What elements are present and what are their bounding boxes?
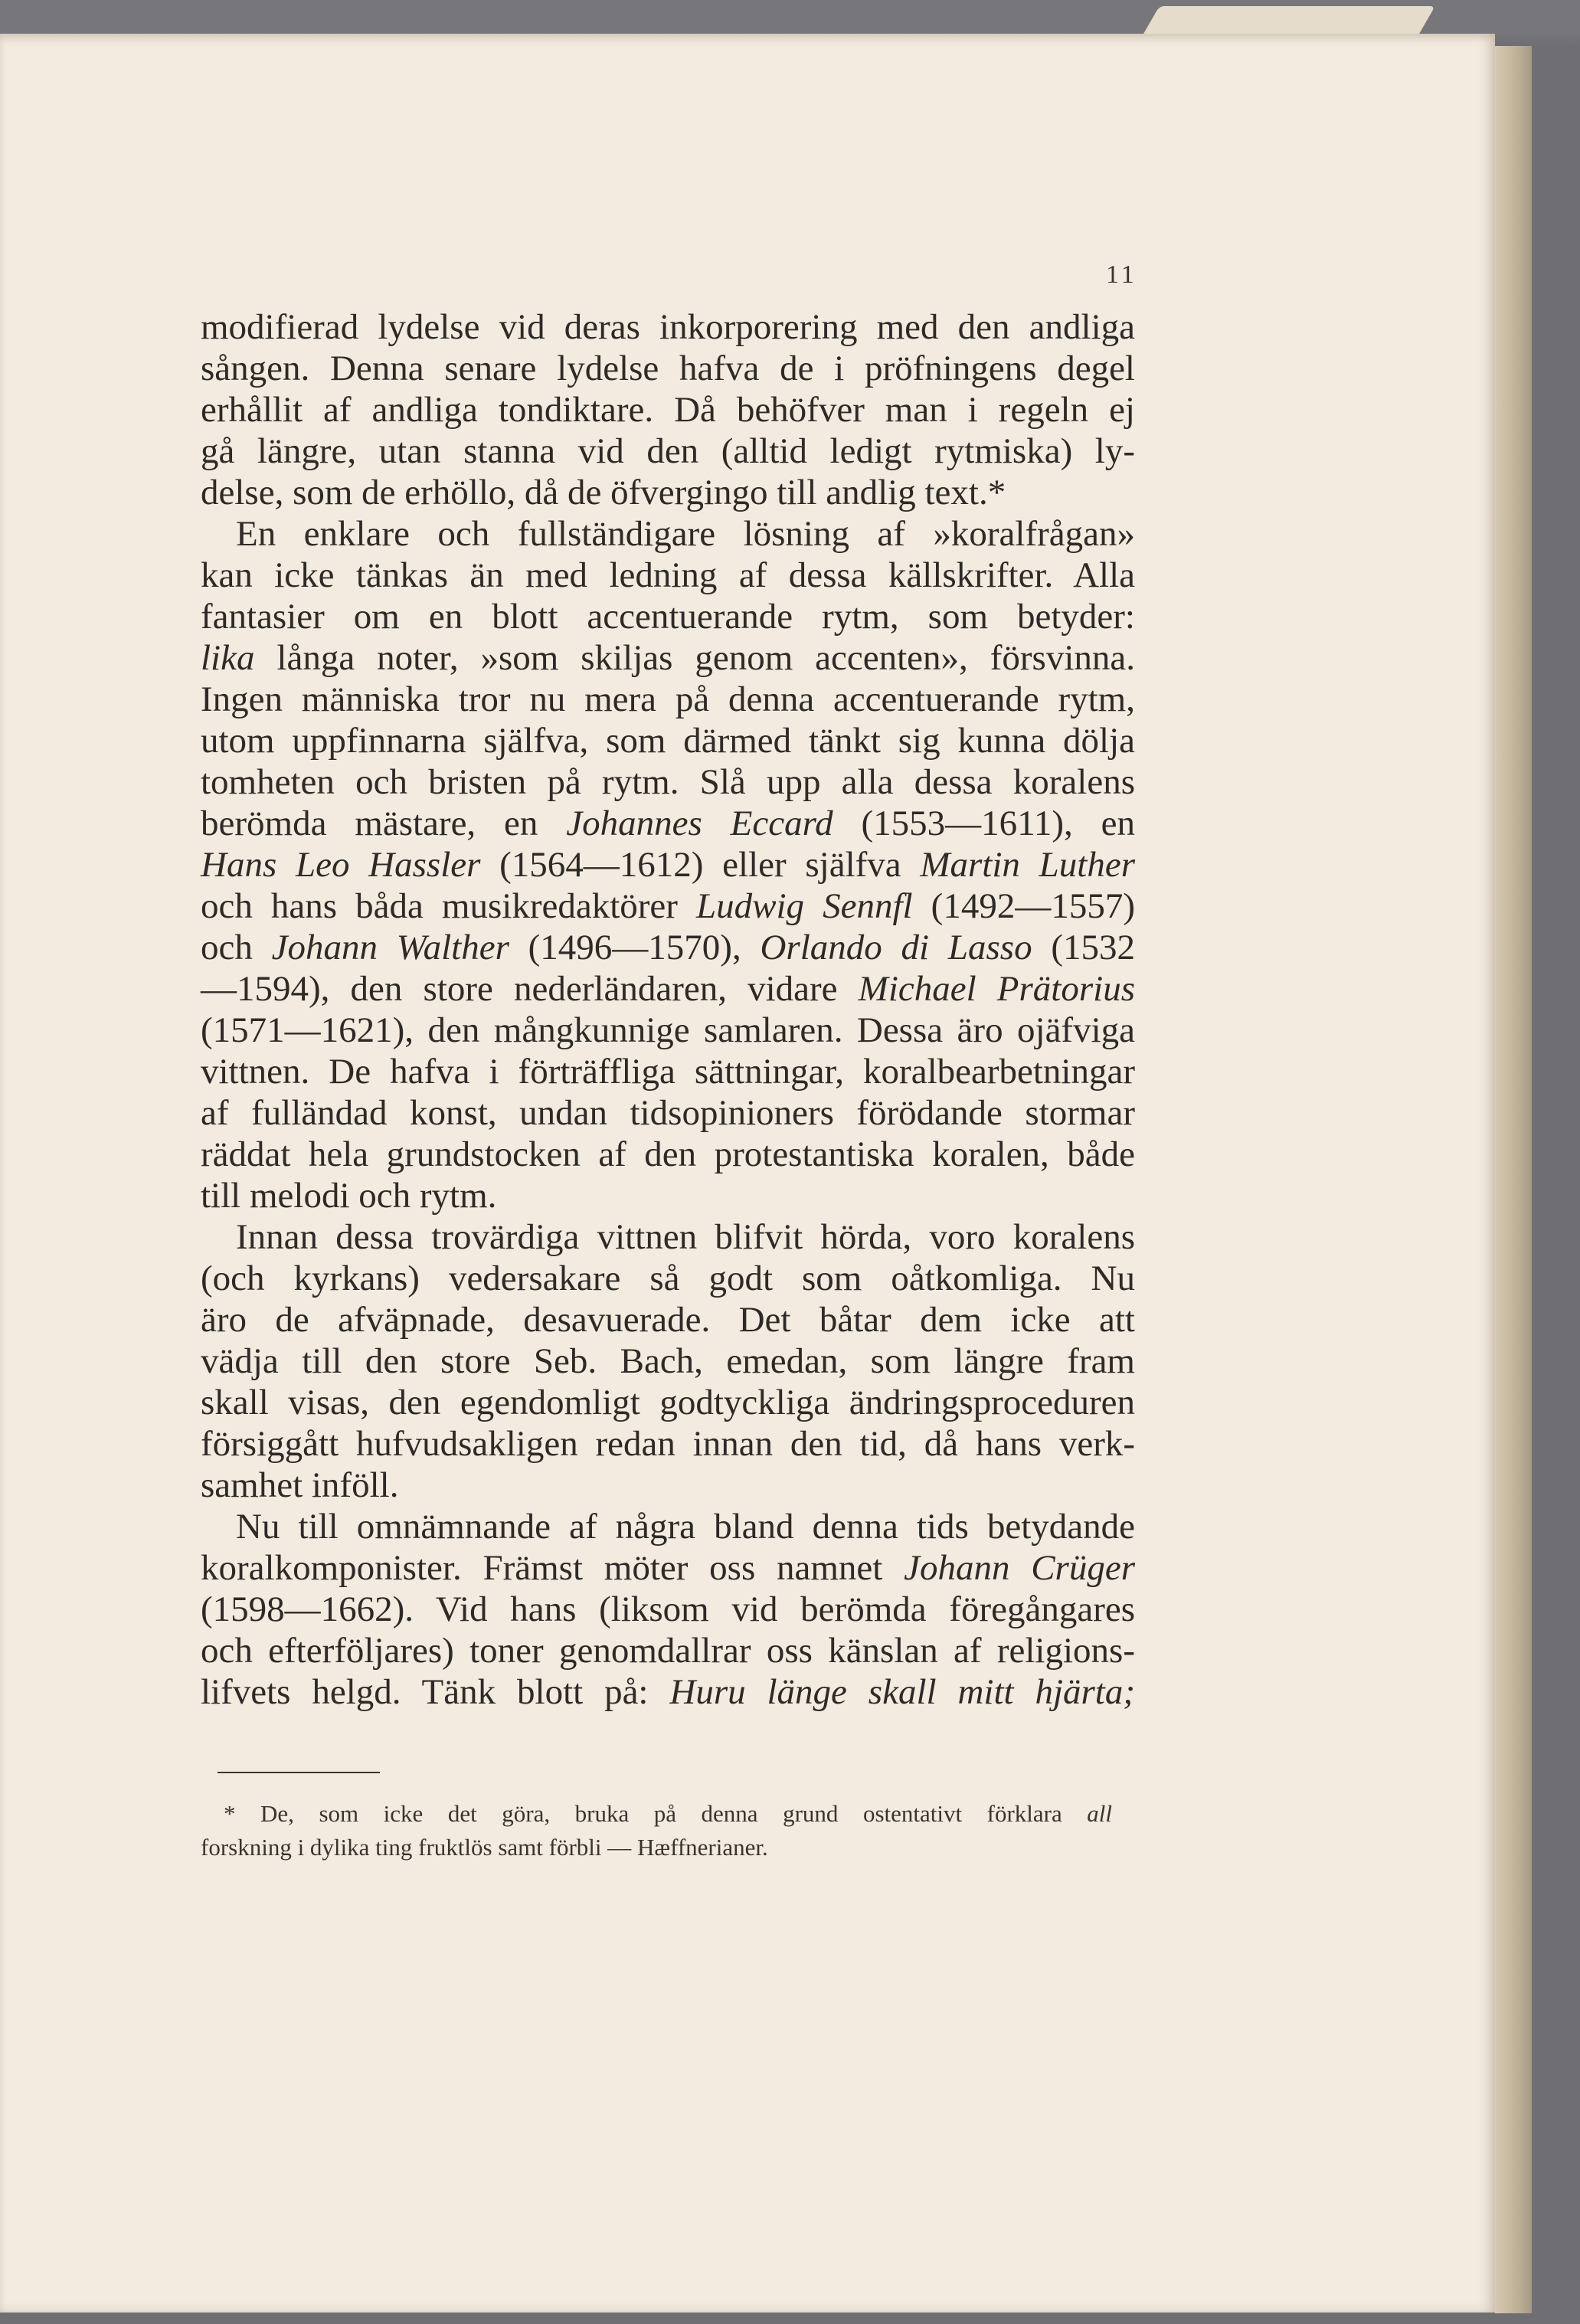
composer-name: Johann Walther bbox=[271, 928, 509, 967]
text-line: försiggått hufvudsakligen redan innan den tid, då hans verk- bbox=[201, 1424, 1135, 1464]
text-line bbox=[201, 927, 1135, 968]
text-span: (1496—1570), bbox=[509, 928, 761, 967]
text-line: vittnen. De hafva i förträffliga sättningar, koralbearbetningar bbox=[201, 1052, 1135, 1092]
text-line: erhållit af andliga tondiktare. Då behöfver man i regeln ej bbox=[201, 390, 1135, 430]
text-span: och hans båda musikredaktörer bbox=[201, 886, 697, 926]
hymn-title: Huru länge skall mitt hjärta; bbox=[669, 1672, 1135, 1712]
page-stack-edge bbox=[1495, 46, 1532, 2313]
italic-word: lika bbox=[201, 638, 255, 678]
text-span: (1564—1612) eller själfva bbox=[480, 845, 921, 885]
footnote-line bbox=[201, 1797, 1112, 1831]
text-line bbox=[201, 968, 1135, 1010]
text-line: En enklare och fullständigare lösning af »koralfrågan» bbox=[236, 514, 1135, 554]
text-line: modifierad lydelse vid deras inkorporering med den andliga bbox=[201, 307, 1135, 347]
footnote bbox=[201, 1797, 1112, 1864]
text-span: (1553—1611), en bbox=[833, 804, 1136, 843]
text-line bbox=[201, 844, 1135, 885]
text-line: vädja till den store Seb. Bach, emedan, som längre fram bbox=[201, 1341, 1135, 1381]
text-line: äro de afväpnade, desavuerade. Det båtar dem icke att bbox=[201, 1300, 1135, 1340]
text-line bbox=[201, 803, 1135, 844]
composer-name: Orlando di Lasso bbox=[760, 928, 1032, 967]
composer-name: Martin Luther bbox=[920, 845, 1135, 885]
composer-name: Michael Prätorius bbox=[858, 969, 1135, 1009]
text-span: —1594), den store nederländaren, vidare bbox=[201, 969, 859, 1009]
footnote-rule bbox=[218, 1772, 380, 1773]
text-line: samhet inföll. bbox=[201, 1465, 399, 1505]
text-line: Innan dessa trovärdiga vittnen blifvit hörda, voro koralens bbox=[236, 1217, 1135, 1257]
text-line bbox=[201, 637, 1135, 679]
text-line: delse, som de erhöllo, då de öfvergingo till andlig text.* bbox=[201, 473, 1006, 512]
text-line: af fulländad konst, undan tidsopinioners förödande stormar bbox=[201, 1093, 1135, 1133]
text-line: gå längre, utan stanna vid den (alltid ledigt rytmiska) ly- bbox=[201, 431, 1135, 471]
text-span: (1492—1557) bbox=[912, 886, 1135, 926]
text-line: till melodi och rytm. bbox=[201, 1176, 497, 1216]
text-span: långa noter, »som skiljas genom accenten», försvinna. bbox=[254, 638, 1135, 678]
text-line: (och kyrkans) vedersakare så godt som oåtkomliga. Nu bbox=[201, 1259, 1135, 1298]
text-line bbox=[201, 1547, 1135, 1589]
body-text bbox=[201, 306, 1135, 1713]
text-line: Ingen människa tror nu mera på denna accentuerande rytm, bbox=[201, 679, 1135, 719]
text-line bbox=[201, 885, 1135, 927]
composer-name: Ludwig Sennfl bbox=[696, 886, 913, 926]
text-span: berömda mästare, en bbox=[201, 804, 567, 843]
text-line: fantasier om en blott accentuerande rytm, som betyder: bbox=[201, 597, 1135, 637]
text-line: (1571—1621), den mångkunnige samlaren. Dessa äro ojäfviga bbox=[201, 1010, 1135, 1050]
text-line bbox=[201, 1671, 1135, 1713]
text-line: utom uppfinnarna själfva, som därmed tänkt sig kunna dölja bbox=[201, 721, 1135, 761]
text-line: Nu till omnämnande af några bland denna tids betydande bbox=[236, 1507, 1135, 1547]
text-line: räddat hela grundstocken af den protestantiska koralen, både bbox=[201, 1134, 1135, 1174]
text-line: och efterföljares) toner genomdallrar oss känslan af religions- bbox=[201, 1631, 1135, 1671]
text-line: tomheten och bristen på rytm. Slå upp alla dessa koralens bbox=[201, 762, 1135, 802]
text-span: och bbox=[201, 928, 272, 967]
text-line: kan icke tänkas än med ledning af dessa källskrifter. Alla bbox=[201, 555, 1135, 595]
text-span: (1532 bbox=[1032, 928, 1135, 967]
text-line: skall visas, den egendomligt godtyckliga ändringsproceduren bbox=[201, 1383, 1135, 1422]
footnote-text: * De, som icke det göra, bruka på denna grund ostentativt förklara bbox=[224, 1800, 1088, 1827]
text-line: (1598—1662). Vid hans (liksom vid berömda föregångares bbox=[201, 1589, 1135, 1629]
text-span: koralkomponister. Främst möter oss namnet bbox=[201, 1548, 904, 1588]
page-number: 11 bbox=[1106, 260, 1137, 289]
composer-name: Johannes Eccard bbox=[566, 804, 833, 843]
footnote-italic: all bbox=[1087, 1800, 1112, 1827]
text-span: lifvets helgd. Tänk blott på: bbox=[201, 1672, 670, 1712]
text-line: sången. Denna senare lydelse hafva de i pröfningens degel bbox=[201, 349, 1135, 388]
composer-name: Hans Leo Hassler bbox=[201, 845, 481, 885]
composer-name: Johann Crüger bbox=[904, 1548, 1136, 1588]
footnote-line: forskning i dylika ting fruktlös samt förbli — Hæffnerianer. bbox=[201, 1834, 768, 1861]
